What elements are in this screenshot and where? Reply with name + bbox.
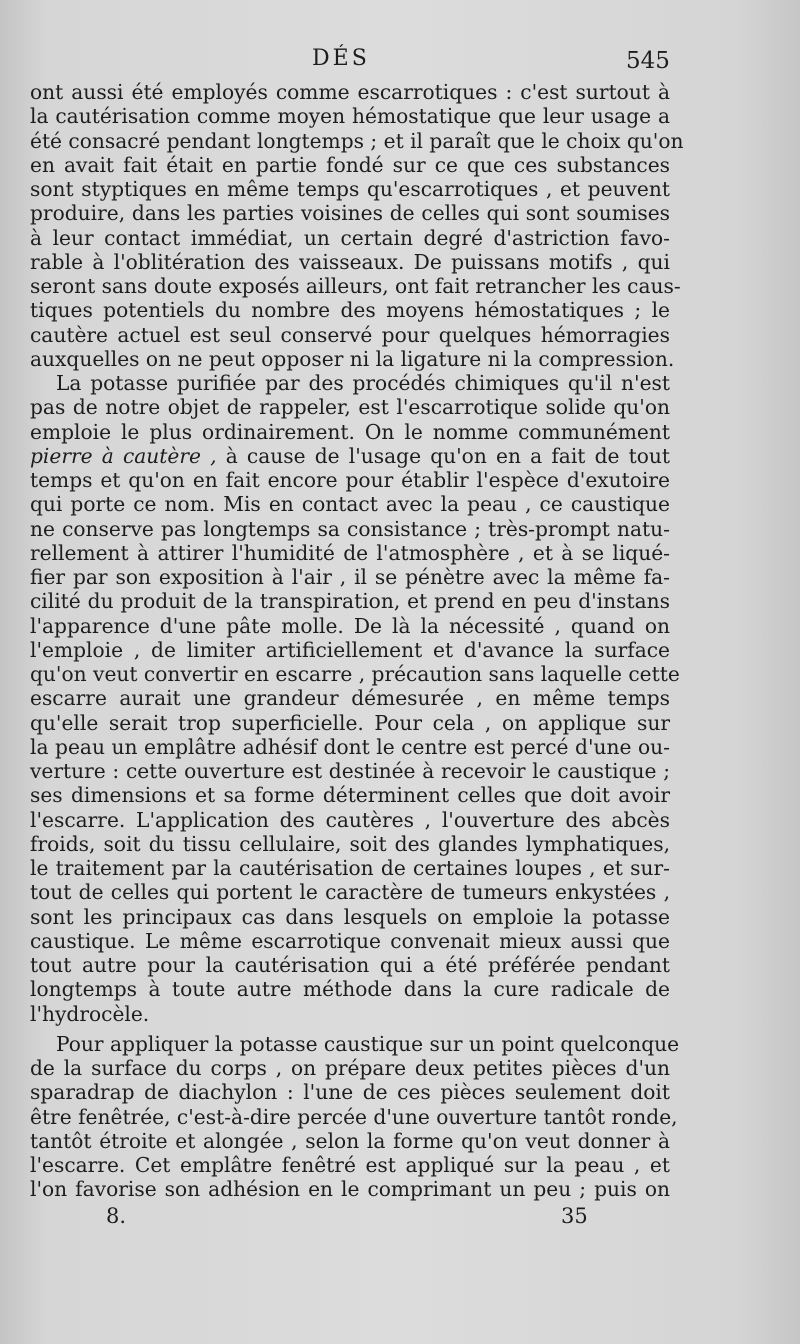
text-line: temps et qu'on en fait encore pour établir l'espèce d'exutoire	[30, 468, 670, 492]
text-line: tout autre pour la cautérisation qui a été préférée pendant	[30, 953, 670, 977]
text-line: longtemps à toute autre méthode dans la cure radicale de	[30, 977, 670, 1002]
text-line: de la surface du corps , on prépare deux petites pièces d'un	[30, 1056, 670, 1080]
text-line: rellement à attirer l'humidité de l'atmosphère , et à se liqué-	[30, 540, 670, 565]
text-line: verture : cette ouverture est destinée à recevoir le caustique ;	[30, 759, 670, 783]
running-title: DÉS	[312, 46, 370, 71]
body-text	[30, 80, 684, 1202]
text-line: sont styptiques en même temps qu'escarrotiques , et peuvent	[30, 177, 670, 201]
text-line: l'on favorise son adhésion en le comprimant un peu ; puis on	[30, 1177, 670, 1202]
text-line: emploie le plus ordinairement. On le nomme communément	[30, 419, 670, 444]
text-line: tout de celles qui portent le caractère de tumeurs enkystées ,	[30, 880, 670, 905]
text-line: en avait fait était en partie fondé sur ce que ces substances	[30, 152, 670, 177]
text-line: la peau un emplâtre adhésif dont le centre est percé d'une ou-	[30, 734, 670, 759]
text-line: à leur contact immédiat, un certain degré d'astriction favo-	[30, 225, 670, 250]
text-line: ne conserve pas longtemps sa consistance ; très-prompt natu-	[30, 516, 670, 541]
sheet-number: 35	[561, 1204, 588, 1228]
text-line: produire, dans les parties voisines de celles qui sont soumises	[30, 201, 670, 226]
text-line: l'escarre. L'application des cautères , l'ouverture des abcès	[30, 807, 670, 832]
text-line: cautère actuel est seul conservé pour quelques hémorragies	[30, 322, 670, 347]
text-line: rable à l'oblitération des vaisseaux. De puissans motifs , qui	[30, 249, 670, 274]
text-line: l'hydrocèle.	[30, 1001, 150, 1026]
text-line: tantôt étroite et alongée , selon la forme qu'on veut donner à	[30, 1128, 670, 1153]
page-footer	[0, 1204, 800, 1234]
text-line: le traitement par la cautérisation de certaines loupes , et sur-	[30, 856, 670, 880]
line-rest: à cause de l'usage qu'on en a fait de tout	[216, 443, 670, 468]
text-line: être fenêtrée, c'est-à-dire percée d'une ouverture tantôt ronde,	[30, 1104, 678, 1129]
signature-mark: 8.	[106, 1204, 127, 1228]
text-line: fier par son exposition à l'air , il se pénètre avec la même fa-	[30, 565, 670, 589]
text-line: ont aussi été employés comme escarrotiques : c'est surtout à	[30, 80, 670, 104]
text-line: Pour appliquer la potasse caustique sur un point quelconque	[56, 1031, 680, 1056]
text-line: l'emploie , de limiter artificiellement et d'avance la surface	[30, 637, 670, 662]
text-line: ses dimensions et sa forme déterminent celles que doit avoir	[30, 783, 670, 808]
text-line: pas de notre objet de rappeler, est l'escarrotique solide qu'on	[30, 395, 670, 420]
text-line: sparadrap de diachylon : l'une de ces pièces seulement doit	[30, 1080, 670, 1105]
text-line: seront sans doute exposés ailleurs, ont fait retrancher les caus-	[30, 274, 681, 298]
page-header	[0, 44, 800, 84]
text-line: escarre aurait une grandeur démesurée , en même temps	[30, 686, 670, 711]
text-line: La potasse purifiée par des procédés chimiques qu'il n'est	[56, 371, 670, 395]
page-number: 545	[626, 48, 670, 74]
text-line: qui porte ce nom. Mis en contact avec la peau , ce caustique	[30, 492, 670, 517]
text-line: qu'on veut convertir en escarre , précaution sans laquelle cette	[30, 662, 680, 686]
text-line-italic-lead	[30, 444, 670, 468]
text-line: la cautérisation comme moyen hémostatique que leur usage a	[30, 104, 670, 129]
text-line: auxquelles on ne peut opposer ni la ligature ni la compression.	[30, 346, 675, 371]
text-line: qu'elle serait trop superficielle. Pour cela , on applique sur	[30, 710, 670, 735]
text-line: l'apparence d'une pâte molle. De là la nécessité , quand on	[30, 613, 670, 638]
text-line: été consacré pendant longtemps ; et il paraît que le choix qu'on	[30, 128, 684, 153]
text-line: l'escarre. Cet emplâtre fenêtré est appliqué sur la peau , et	[30, 1153, 670, 1177]
text-line: cilité du produit de la transpiration, et prend en peu d'instans	[30, 589, 670, 614]
italic-term: pierre à cautère ,	[30, 443, 217, 468]
text-line: tiques potentiels du nombre des moyens hémostatiques ; le	[30, 298, 670, 323]
text-line: froids, soit du tissu cellulaire, soit des glandes lymphatiques,	[30, 831, 670, 856]
text-line: caustique. Le même escarrotique convenait mieux aussi que	[30, 928, 670, 953]
text-line: sont les principaux cas dans lesquels on emploie la potasse	[30, 904, 670, 929]
